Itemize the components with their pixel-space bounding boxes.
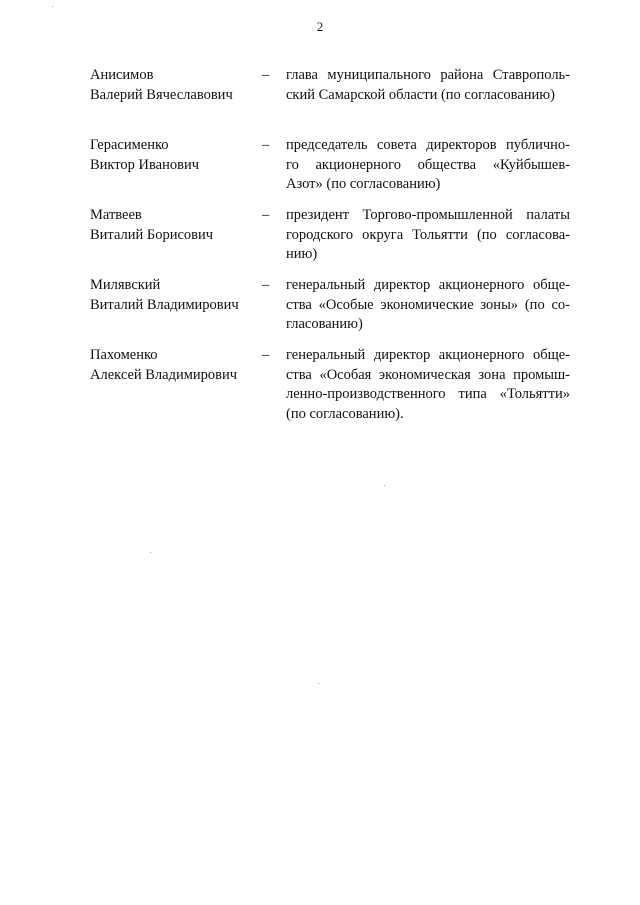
member-name [90, 276, 260, 315]
separator-dash: – [262, 207, 270, 223]
scan-speck [384, 485, 385, 486]
member-surname: Матвеев [90, 207, 142, 223]
member-name [90, 346, 260, 385]
member-given-names: Виктор Иванович [90, 156, 200, 173]
member-given-names: Алексей Владимирович [90, 366, 238, 383]
position-line: городского округа Тольятти (по согласова- [286, 226, 570, 243]
page-number: 2 [316, 19, 324, 34]
member-given-names: Валерий Вячеславович [90, 86, 233, 103]
separator-dash: – [262, 67, 270, 83]
member-position [286, 346, 570, 424]
member-entry [0, 276, 640, 346]
position-line: ства «Особые экономические зоны» (по со- [286, 296, 570, 313]
member-entry [0, 346, 640, 422]
member-given-names: Виталий Борисович [90, 226, 214, 243]
member-entry [0, 206, 640, 276]
member-position [286, 206, 570, 265]
position-line: председатель совета директоров публично- [286, 137, 570, 153]
position-line: Азот» (по согласованию) [286, 176, 441, 192]
position-line: генеральный директор акционерного обще- [286, 347, 570, 363]
position-line: президент Торгово-промышленной палаты [286, 207, 570, 223]
separator-dash: – [262, 137, 270, 153]
position-line: нию) [286, 246, 318, 262]
position-line: генеральный директор акционерного обще- [286, 277, 570, 293]
member-surname: Анисимов [90, 67, 154, 83]
member-surname: Пахоменко [90, 347, 158, 363]
member-list [0, 66, 640, 422]
member-name [90, 206, 260, 245]
separator-dash: – [262, 277, 270, 293]
member-position [286, 136, 570, 195]
position-line: го акционерного общества «Куйбышев- [286, 156, 570, 173]
member-entry [0, 136, 640, 206]
member-position [286, 66, 570, 105]
position-line: ства «Особая экономическая зона промыш- [286, 366, 570, 383]
member-entry [0, 66, 640, 136]
separator-dash: – [262, 347, 270, 363]
position-line: (по согласованию). [286, 405, 404, 422]
scan-speck [150, 552, 151, 553]
position-line: ский Самарской области (по согласованию) [286, 86, 555, 103]
scan-speck [318, 683, 319, 684]
member-position [286, 276, 570, 335]
member-given-names: Виталий Владимирович [90, 296, 239, 313]
position-line: ленно-производственного типа «Тольятти» [286, 386, 570, 402]
position-line: глава муниципального района Ставрополь- [286, 67, 570, 83]
member-name [90, 66, 260, 105]
position-line: гласованию) [286, 316, 363, 332]
member-surname: Милявский [90, 277, 161, 293]
member-surname: Герасименко [90, 137, 169, 153]
member-name [90, 136, 260, 175]
scan-speck [52, 6, 53, 7]
